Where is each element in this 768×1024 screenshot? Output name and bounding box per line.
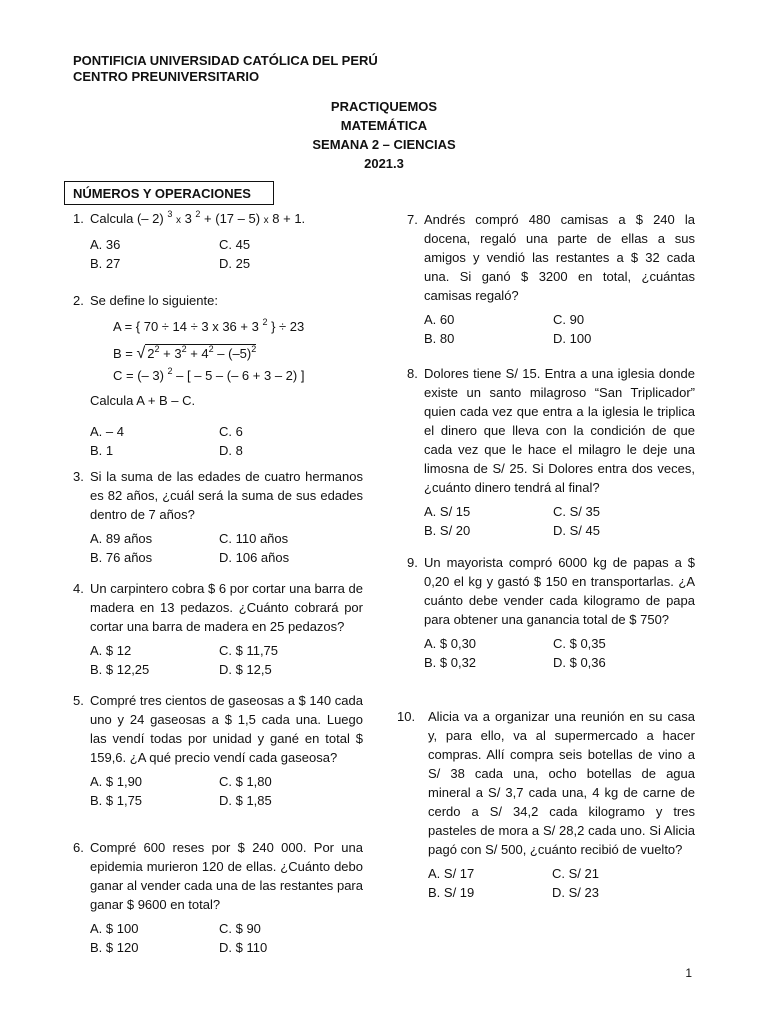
- question-8-options: [424, 502, 695, 540]
- formula-c: C = (– 3) $^2$ – [ – 5 – (– 6 + 3 – 2) ]: [113, 366, 305, 383]
- option-c: C. S/ 35: [553, 504, 600, 519]
- option-b: B. $ 1,75: [90, 793, 143, 808]
- formula-a: A = { 70 ÷ 14 ÷ 3 x 36 + 3 $^2$ } ÷ 23: [113, 317, 305, 334]
- option-c: C. $ 90: [219, 921, 261, 936]
- center-name: CENTRO PREUNIVERSITARIO: [73, 69, 260, 84]
- option-c: C. $ 11,75: [219, 643, 279, 658]
- question-7-text: Andrés compró 480 camisas a $ 240 la docena, regaló una parte de ellas a sus amigos y vendió las restantes a $ 32 cada una. Si ganó $ 3200 en total, ¿cuántas camisas regaló?: [424, 212, 695, 303]
- question-4-text: Un carpintero cobra $ 6 por cortar una barra de madera en 13 pedazos. ¿Cuánto cobrará por cortar una barra de madera en 25 pedazos?: [90, 581, 363, 634]
- question-8-text: Dolores tiene S/ 15. Entra a una iglesia donde existe un santo milagroso “San Triplicador” quien cada vez que entra a la iglesia le triplica el dinero que lleva con la condición de que cada vez que le hace el milagro le deje una limosna de S/ 25. Si Dolores entra dos veces, ¿cuánto dinero tendrá al final?: [424, 366, 695, 495]
- question-10-options: [428, 864, 695, 902]
- option-a: A. 36: [90, 237, 121, 252]
- option-d: D. S/ 23: [552, 885, 599, 900]
- option-a: A. S/ 15: [424, 504, 471, 519]
- option-a: A. $ 0,30: [424, 636, 477, 651]
- option-b: B. 80: [424, 331, 455, 346]
- question-9-options: [424, 634, 695, 672]
- question-6-text: Compré 600 reses por $ 240 000. Por una epidemia murieron 120 de ellas. ¿Cuánto debo ganar al vender cada una de las restantes para ganar $ 9600 en total?: [90, 840, 363, 912]
- question-8: 8. Dolores tiene S/ 15. Entra a una iglesia donde existe un santo milagroso “San Triplicador” quien cada vez que entra a la iglesia le triplica el dinero que lleva con la condición de que cada vez que le hace el milagro le deje una limosna de S/ 25. Si Dolores entra dos veces, ¿cuánto dinero tendrá al final? A. S/ 15 C. S/ 35 B. S/ 20 D. S/ 45: [407, 366, 695, 538]
- option-d: D. 8: [219, 443, 243, 458]
- option-d: D. 106 años: [219, 550, 290, 565]
- option-d: D. $ 110: [219, 940, 268, 955]
- option-a: A. $ 12: [90, 643, 132, 658]
- option-d: D. S/ 45: [553, 523, 600, 538]
- option-a: A. $ 1,90: [90, 774, 143, 789]
- option-d: D. $ 1,85: [219, 793, 272, 808]
- question-10-text: Alicia va a organizar una reunión en su casa y, para ello, va al supermercado a hacer compras. Allí compra seis botellas de vino a S/ 38 cada una, ocho botellas de agua mineral a S/ 3,7 cada una, 4 kg de carne de cerdo a S/ 34,2 cada kilogramo y tres pasteles de mora a S/ 28,2 cada uno. Si Alicia pagó con S/ 500, ¿cuánto recibió de vuelto?: [428, 709, 695, 857]
- question-3: 3. Si la suma de las edades de cuatro hermanos es 82 años, ¿cuál será la suma de sus edades dentro de 7 años? A. 89 años C. 110 años B. 76 años D. 106 años: [73, 469, 363, 565]
- question-5: 5. Compré tres cientos de gaseosas a $ 140 cada uno y 24 gaseosas a $ 1,5 cada una. Luego las vendí todas por unidad y gané en total $ 159,6. ¿A qué precio vendí cada gaseosa? A. $ 1,90 C. $ 1,80 B. $ 1,75 D. $ 1,85: [73, 693, 363, 808]
- question-3-options: [90, 529, 363, 567]
- option-a: A. S/ 17: [428, 866, 475, 881]
- question-5-options: [90, 772, 363, 810]
- section-title: NÚMEROS Y OPERACIONES: [64, 181, 274, 205]
- option-d: D. 25: [219, 256, 251, 271]
- option-a: A. 60: [424, 312, 455, 327]
- title-practiquemos: PRACTIQUEMOS: [330, 99, 438, 114]
- option-c: C. $ 1,80: [219, 774, 272, 789]
- question-1: 1. Calcula (– 2) $^3$ x 3 $^2$ + (17 – 5) x 8 + 1. A. 36 C. 45 B. 27 D. 25: [73, 209, 363, 273]
- question-9-text: Un mayorista compró 6000 kg de papas a $ 0,20 el kg y gastó $ 150 en transportarlas. ¿A cuánto debe vender cada kilogramo de papa para obtener una ganancia total de $ 750?: [424, 555, 695, 627]
- question-6: 6. Compré 600 reses por $ 240 000. Por una epidemia murieron 120 de ellas. ¿Cuánto debo ganar al vender cada una de las restantes para ganar $ 9600 en total? A. $ 100 C. $ 90 B. $ 120 D. $ 110: [73, 840, 363, 955]
- title-semana: SEMANA 2 – CIENCIAS: [312, 137, 456, 152]
- option-b: B. 27: [90, 256, 121, 271]
- question-1-text: Calcula (– 2) $^3$ x 3 $^2$ + (17 – 5) x 8 + 1.: [90, 209, 306, 226]
- option-d: D. $ 12,5: [219, 662, 272, 677]
- question-7-options: [424, 310, 695, 348]
- option-a: A. – 4: [90, 424, 124, 439]
- option-c: C. S/ 21: [552, 866, 599, 881]
- question-2-options: [90, 422, 360, 460]
- option-b: B. $ 0,32: [424, 655, 477, 670]
- page-number: 1: [685, 966, 692, 980]
- option-b: B. 1: [90, 443, 114, 458]
- option-c: C. 45: [219, 237, 251, 252]
- option-c: C. 110 años: [219, 531, 289, 546]
- option-d: D. 100: [553, 331, 592, 346]
- option-b: B. S/ 19: [428, 885, 475, 900]
- question-3-text: Si la suma de las edades de cuatro hermanos es 82 años, ¿cuál será la suma de sus edades dentro de 7 años?: [90, 469, 363, 522]
- option-a: A. 89 años: [90, 531, 153, 546]
- option-b: B. $ 12,25: [90, 662, 150, 677]
- question-2: 2. Se define lo siguiente: A = { 70 ÷ 14 ÷ 3 x 36 + 3 $^2$ } ÷ 23 B = √ $2^2 + 3^2 + 4^2 - (-5)^2$ C = (– 3) $^2$ – [ – 5 – (– 6 + 3 – 2) ] Calcula A + B – C. A. – 4 C. 6 B. 1 D. 8: [73, 291, 363, 461]
- option-c: C. $ 0,35: [553, 636, 606, 651]
- header-university: [73, 53, 378, 85]
- formula-b: B = √ $2^2 + 3^2 + 4^2 - (-5)^2$: [113, 344, 257, 362]
- question-9: 9. Un mayorista compró 6000 kg de papas a $ 0,20 el kg y gastó $ 150 en transportarlas. ¿A cuánto debe vender cada kilogramo de papa para obtener una ganancia total de $ 750? A. $ 0,30 C. $ 0,35 B. $ 0,32 D. $ 0,36: [407, 555, 695, 670]
- option-b: B. $ 120: [90, 940, 139, 955]
- question-4-options: [90, 641, 363, 679]
- document-title: [0, 97, 768, 173]
- option-c: C. 6: [219, 424, 243, 439]
- question-2-intro: Se define lo siguiente:: [90, 293, 218, 308]
- question-2-ask: Calcula A + B – C.: [90, 393, 196, 408]
- title-year: 2021.3: [364, 156, 404, 171]
- question-7: 7. Andrés compró 480 camisas a $ 240 la docena, regaló una parte de ellas a sus amigos y vendió las restantes a $ 32 cada una. Si ganó $ 3200 en total, ¿cuántas camisas regaló? A. 60 C. 90 B. 80 D. 100: [407, 212, 695, 346]
- option-a: A. $ 100: [90, 921, 139, 936]
- university-name: PONTIFICIA UNIVERSIDAD CATÓLICA DEL PERÚ: [73, 53, 378, 68]
- title-matematica: MATEMÁTICA: [340, 118, 428, 133]
- question-1-options: [90, 235, 363, 273]
- option-b: B. 76 años: [90, 550, 153, 565]
- option-c: C. 90: [553, 312, 585, 327]
- option-b: B. S/ 20: [424, 523, 471, 538]
- option-d: D. $ 0,36: [553, 655, 606, 670]
- question-4: 4. Un carpintero cobra $ 6 por cortar una barra de madera en 13 pedazos. ¿Cuánto cobrará por cortar una barra de madera en 25 pedazos? A. $ 12 C. $ 11,75 B. $ 12,25 D. $ 12,5: [73, 581, 363, 677]
- question-6-options: [90, 919, 363, 957]
- question-5-text: Compré tres cientos de gaseosas a $ 140 cada uno y 24 gaseosas a $ 1,5 cada una. Luego las vendí todas por unidad y gané en total $ 159,6. ¿A qué precio vendí cada gaseosa?: [90, 693, 363, 765]
- question-10: 10. Alicia va a organizar una reunión en su casa y, para ello, va al supermercado a hacer compras. Allí compra seis botellas de vino a S/ 38 cada una, ocho botellas de agua mineral a S/ 3,7 cada una, 4 kg de carne de cerdo a S/ 34,2 cada kilogramo y tres pasteles de mora a S/ 28,2 cada uno. Si Alicia pagó con S/ 500, ¿cuánto recibió de vuelto? A. S/ 17 C. S/ 21 B. S/ 19 D. S/ 23: [397, 709, 695, 900]
